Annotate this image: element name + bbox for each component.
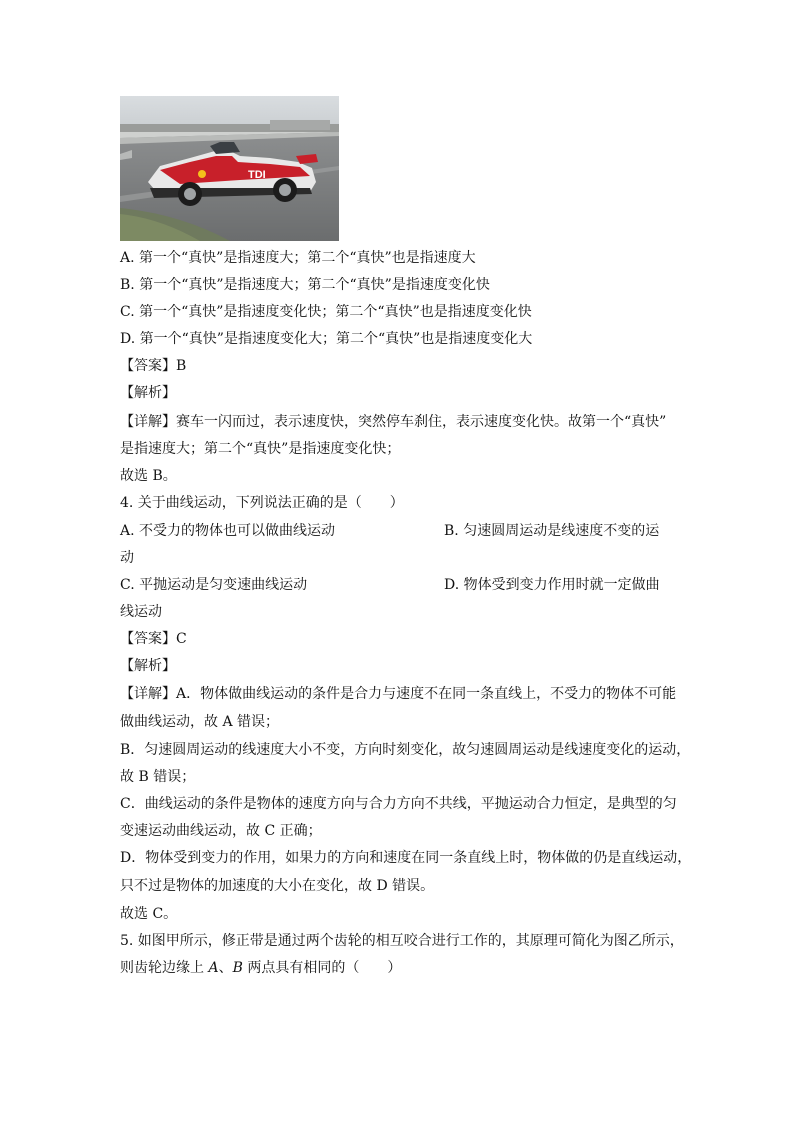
q4-option-c: C. 平抛运动是匀变速曲线运动 — [120, 577, 308, 593]
q4-analysis-heading: 【解析】 — [120, 658, 176, 674]
q5-stem-line2 — [120, 958, 401, 978]
q4-option-b: B. 匀速圆周运动是线速度不变的运 — [444, 523, 660, 539]
q4-option-d-wrap: 线运动 — [120, 604, 162, 620]
q5-separator: 、 — [218, 960, 233, 976]
q3-option-c: C. 第一个“真快”是指速度变化快；第二个“真快”也是指速度变化快 — [120, 304, 532, 320]
q4-detail-line: 变速运动曲线运动，故 C 正确； — [120, 823, 322, 839]
point-b-label: B — [232, 960, 243, 976]
q4-detail-line: B．匀速圆周运动的线速度大小不变，方向时刻变化，故匀速圆周运动是线速度变化的运动， — [120, 742, 691, 758]
q3-option-d: D. 第一个“真快”是指速度变化大；第二个“真快”也是指速度变化大 — [120, 331, 533, 347]
q4-option-d: D. 物体受到变力作用时就一定做曲 — [444, 577, 660, 593]
q3-option-b: B. 第一个“真快”是指速度大；第二个“真快”是指速度变化快 — [120, 277, 490, 293]
q4-stem: 4. 关于曲线运动，下列说法正确的是（ ） — [120, 495, 404, 511]
q3-conclusion: 故选 B。 — [120, 468, 177, 484]
q5-stem-line1: 5. 如图甲所示，修正带是通过两个齿轮的相互咬合进行工作的，其原理可简化为图乙所示， — [120, 933, 684, 949]
q5-text: 则齿轮边缘上 — [120, 960, 209, 976]
q3-detail-line: 是指速度大；第二个“真快”是指速度变化快； — [120, 441, 401, 457]
q5-text: 两点具有相同的（ ） — [242, 960, 402, 976]
q3-analysis-heading: 【解析】 — [120, 385, 176, 401]
q4-detail-line: C．曲线运动的条件是物体的速度方向与合力方向不共线，平抛运动合力恒定，是典型的匀 — [120, 796, 677, 812]
q4-answer: 【答案】C — [120, 631, 187, 647]
q4-option-b-wrap: 动 — [120, 550, 134, 566]
q4-detail-line: D．物体受到变力的作用，如果力的方向和速度在同一条直线上时，物体做的仍是直线运动， — [120, 850, 692, 866]
q3-detail-line: 【详解】赛车一闪而过，表示速度快，突然停车刹住，表示速度变化快。故第一个“真快” — [120, 414, 667, 430]
race-car-photo — [120, 96, 339, 241]
q4-option-a: A. 不受力的物体也可以做曲线运动 — [120, 523, 336, 539]
point-a-label: A — [208, 960, 219, 976]
q3-answer: 【答案】B — [120, 358, 187, 374]
q4-detail-line: 【详解】A．物体做曲线运动的条件是合力与速度不在同一条直线上，不受力的物体不可能 — [120, 686, 677, 702]
car-livery-text: TDI — [248, 169, 266, 181]
q4-detail-line: 故 B 错误； — [120, 769, 196, 785]
q3-option-a: A. 第一个“真快”是指速度大；第二个“真快”也是指速度大 — [120, 250, 476, 266]
q4-detail-line: 只不过是物体的加速度的大小在变化，故 D 错误。 — [120, 878, 435, 894]
race-car-image — [120, 96, 339, 241]
q4-detail-line: 做曲线运动，故 A 错误； — [120, 714, 280, 730]
q4-conclusion: 故选 C。 — [120, 906, 178, 922]
